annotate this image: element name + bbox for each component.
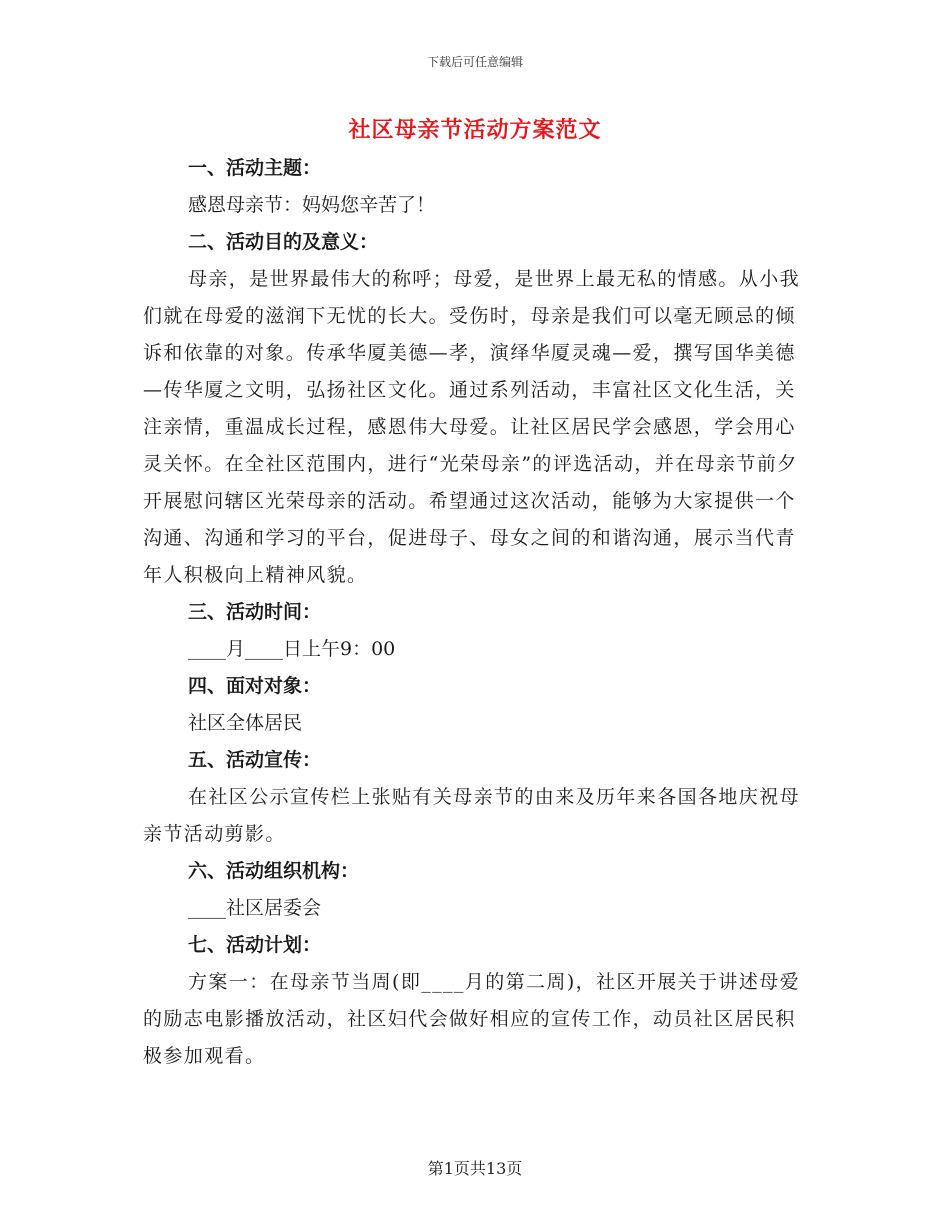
section-heading-audience: 四、面对对象： [188, 675, 322, 697]
section-paragraph-purpose: 母亲，是世界最伟大的称呼；母爱，是世界上最无私的情感。从小我们就在母爱的滋润下无忧的长大。受伤时，母亲是我们可以毫无顾忌的倾诉和依靠的对象。传承华厦美德—孝，演绎华厦灵魂—爱，撰写国华美德—传华厦之文明，弘扬社区文化。通过系列活动，丰富社区文化生活，关注亲情，重温成长过程，感恩伟大母爱。让社区居民学会感恩，学会用心灵关怀。在全社区范围内，进行“光荣母亲”的评选活动，并在母亲节前夕开展慰问辖区光荣母亲的活动。希望通过这次活动，能够为大家提供一个沟通、沟通和学习的平台，促进母子、母女之间的和谐沟通，展示当代青年人积极向上精神风貌。 [143, 268, 801, 586]
section-text-time: ____月____日上午9：00 [188, 638, 396, 660]
section-paragraph-plan: 方案一：在母亲节当周(即____月的第二周)，社区开展关于讲述母爱的励志电影播放活动，社区妇代会做好相应的宣传工作，动员社区居民积极参加观看。 [143, 971, 801, 1067]
section-text-audience: 社区全体居民 [188, 712, 303, 734]
document-body [143, 150, 805, 1075]
page-header-note: 下载后可任意编辑 [426, 55, 523, 69]
document-title: 社区母亲节活动方案范文 [348, 117, 602, 143]
section-text-theme: 感恩母亲节：妈妈您辛苦了！ [188, 194, 436, 216]
section-heading-theme: 一、活动主题： [188, 157, 322, 179]
section-heading-time: 三、活动时间： [188, 601, 322, 623]
section-heading-organization: 六、活动组织机构： [188, 860, 360, 882]
section-paragraph-publicity: 在社区公示宣传栏上张贴有关母亲节的由来及历年来各国各地庆祝母亲节活动剪影。 [143, 786, 801, 845]
section-heading-publicity: 五、活动宣传： [188, 749, 322, 771]
section-heading-plan: 七、活动计划： [188, 934, 322, 956]
section-text-organization: ____社区居委会 [188, 897, 322, 919]
section-heading-purpose: 二、活动目的及意义： [188, 231, 379, 253]
page-footer-number: 第1页共13页 [427, 1159, 523, 1178]
